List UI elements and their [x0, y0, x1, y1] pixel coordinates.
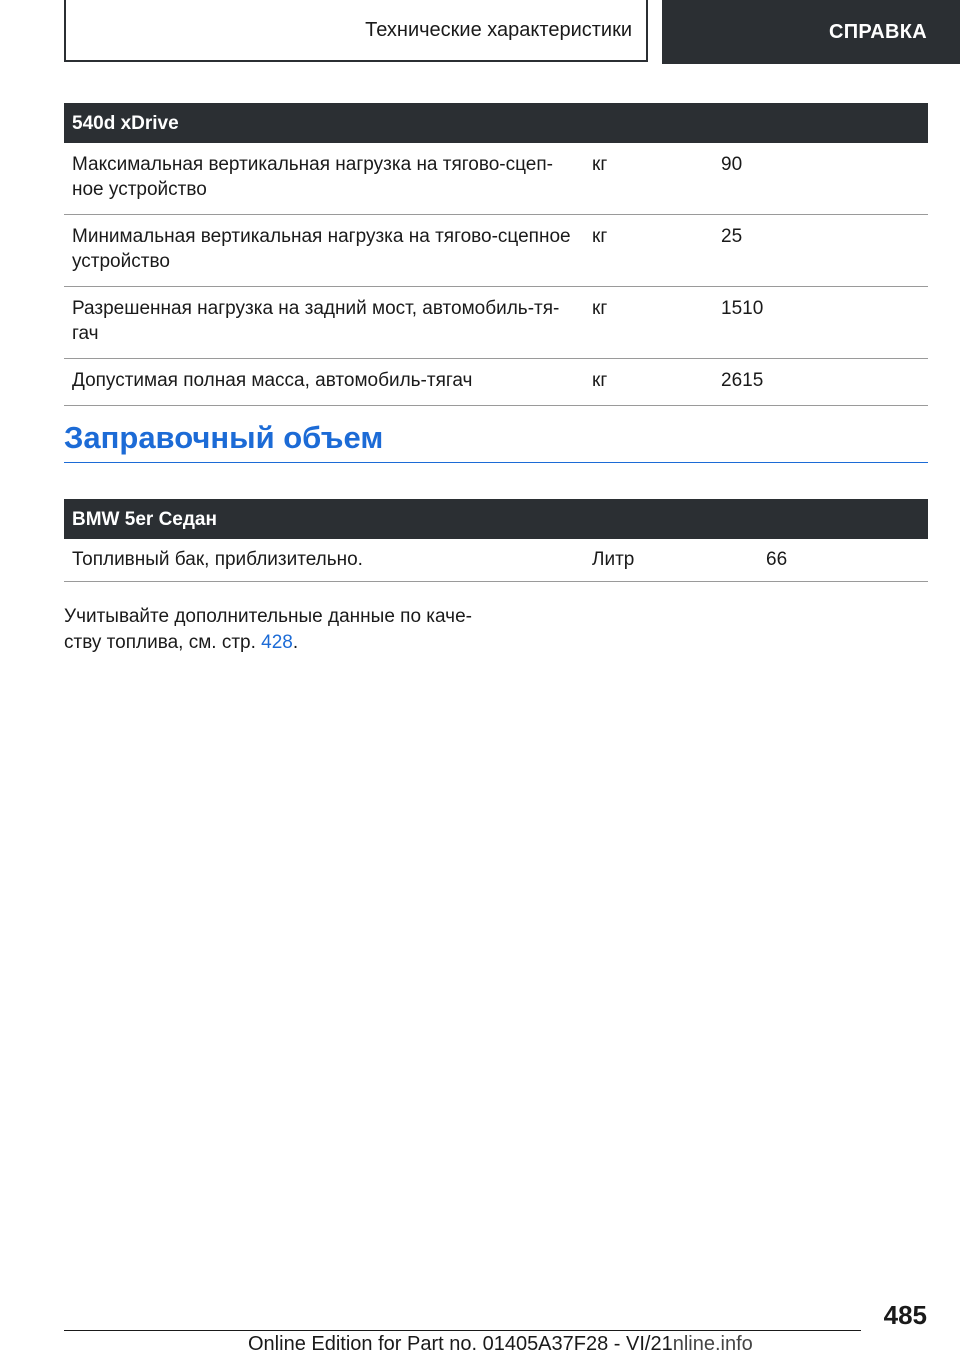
footer-divider	[64, 1330, 861, 1331]
row-value: 90	[713, 143, 928, 215]
table-row	[64, 143, 928, 215]
row-unit: кг	[584, 287, 713, 359]
trailer-load-table	[64, 103, 928, 406]
header-section-tab	[64, 0, 648, 62]
footer-edition	[248, 1333, 753, 1356]
section-title: Заправочный объем	[64, 420, 928, 463]
table-heading: 540d xDrive	[64, 103, 928, 143]
row-value: 25	[713, 215, 928, 287]
row-label: Разрешенная нагрузка на задний мост, автомобиль-тя- гач	[64, 287, 584, 359]
header-chapter-title: СПРАВКА	[828, 20, 927, 43]
watermark-text: nline.info	[672, 1333, 753, 1355]
row-value: 1510	[713, 287, 928, 359]
row-unit: кг	[584, 215, 713, 287]
row-value: 2615	[713, 359, 928, 406]
row-unit: кг	[584, 143, 713, 215]
page-link[interactable]: 428	[261, 632, 293, 653]
table-heading: BMW 5er Седан	[64, 499, 928, 539]
row-label: Минимальная вертикальная нагрузка на тягово-сцепное устройство	[64, 215, 584, 287]
row-unit: Литр	[584, 539, 758, 582]
table-row	[64, 359, 928, 406]
row-label: Топливный бак, приблизительно.	[64, 539, 584, 582]
header-chapter-tab	[662, 0, 960, 64]
fuel-capacity-table	[64, 499, 928, 582]
note-line-1: Учитывайте дополнительные данные по каче-	[64, 606, 472, 627]
note-end: .	[292, 632, 299, 653]
row-unit: кг	[584, 359, 713, 406]
table-row	[64, 539, 928, 582]
table-row	[64, 287, 928, 359]
fuel-quality-note	[64, 604, 484, 656]
table-row	[64, 215, 928, 287]
row-label: Допустимая полная масса, автомобиль-тягач	[64, 359, 584, 406]
row-value: 66	[758, 539, 928, 582]
row-label: Максимальная вертикальная нагрузка на тягово-сцеп- ное устройство	[64, 143, 584, 215]
header-section-title: Технические характеристики	[365, 18, 632, 41]
note-line-2: ству топлива, см. стр.	[64, 632, 262, 653]
page-number: 485	[883, 1300, 927, 1330]
edition-text: Online Edition for Part no. 01405A37F28 - VI/21	[248, 1333, 673, 1355]
